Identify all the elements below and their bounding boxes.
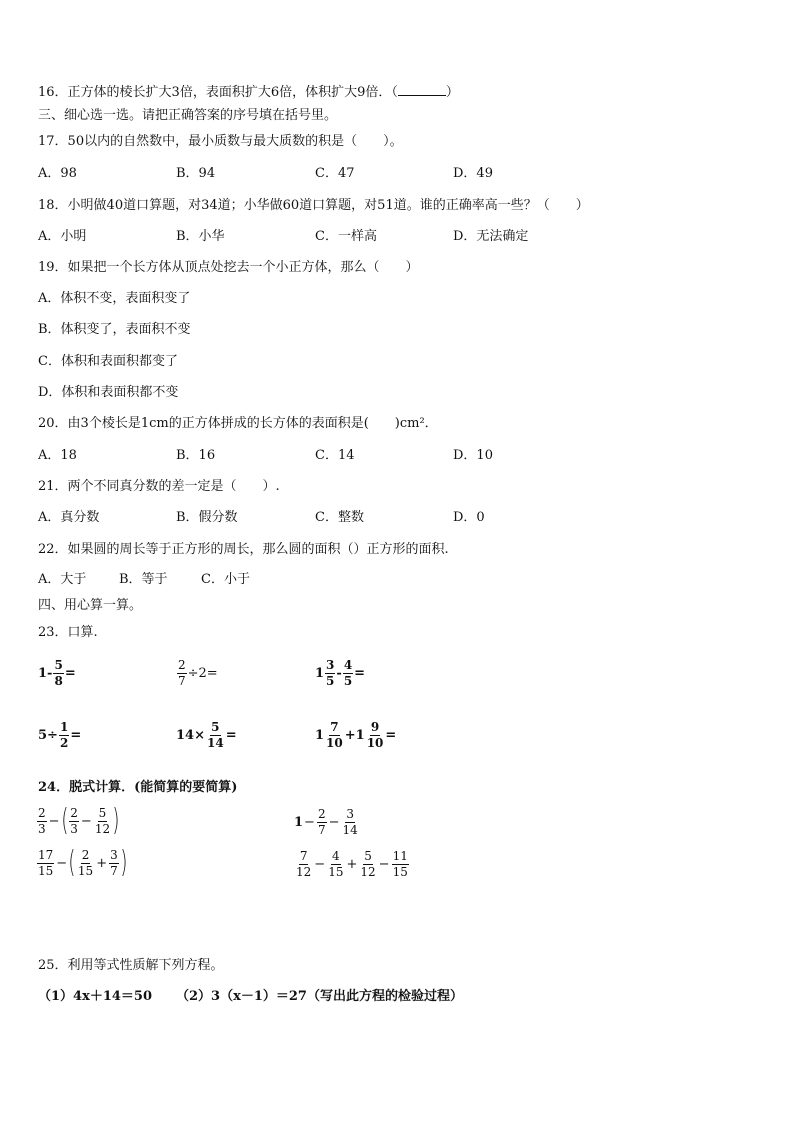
question-16 [38,84,459,101]
q19-option-d[interactable]: D．体积和表面积都不变 [38,385,179,400]
q21-option-c[interactable]: C．整数 [315,510,364,525]
denominator: 3 [70,821,78,836]
denominator: 15 [328,865,344,879]
right-paren: ) [120,845,128,880]
equals-sign: = [70,728,82,743]
denominator: 5 [326,674,335,688]
question-16-text: 16．正方体的棱长扩大3倍，表面积扩大6倍，体积扩大9倍．（ [38,85,398,100]
numerator: 9 [370,720,380,734]
fraction [317,808,327,837]
expr-term: ÷2= [187,666,218,681]
numerator: 5 [54,658,63,672]
oral-calc-3 [315,659,365,688]
q20-option-a[interactable]: A．18 [38,448,77,463]
numerator: 17 [38,847,54,862]
whole-number: 1 [315,728,325,743]
numerator: 7 [299,849,308,863]
q18-option-a[interactable]: A．小明 [38,229,87,244]
q21-option-b[interactable]: B．假分数 [176,510,238,525]
fraction [77,849,94,878]
operator: - [336,666,342,681]
numerator: 1 [59,720,69,734]
section-4-heading: 四、用心算一算。 [38,598,143,613]
fraction [325,721,344,750]
fraction [53,659,63,688]
fraction [37,807,47,836]
q17-option-c[interactable]: C．47 [315,166,355,181]
operator: − [314,857,326,872]
denominator: 7 [178,674,186,688]
step-calc-3 [36,845,128,880]
q22-option-c[interactable]: C．小于 [201,572,250,587]
denominator: 7 [110,863,118,878]
denominator: 15 [392,865,408,879]
denominator: 14 [206,736,224,750]
oral-calc-4 [38,721,81,750]
denominator: 10 [326,736,343,750]
q22-option-b[interactable]: B．等于 [119,572,168,587]
fraction [69,807,79,836]
denominator: 2 [59,736,69,750]
fraction [392,850,409,879]
fraction [37,849,54,878]
q20-option-b[interactable]: B．16 [176,448,216,463]
whole-number: 1 [315,666,325,681]
numerator: 2 [38,805,46,820]
numerator: 7 [330,720,339,734]
right-paren: ) [112,803,120,838]
numerator: 5 [98,805,107,820]
numerator: 5 [211,720,220,734]
numerator: 5 [364,849,372,863]
numerator: 11 [392,849,408,863]
q21-option-d[interactable]: D．0 [453,510,485,525]
operator: − [304,815,315,830]
question-24-title: 24．脱式计算．(能简算的要简算) [38,780,238,795]
expr-term: 5÷ [38,728,58,743]
operator: − [56,855,68,871]
denominator: 5 [343,674,353,688]
fraction [109,849,119,878]
numerator: 2 [317,807,326,821]
fraction [206,721,225,750]
operator: + [96,855,108,871]
q18-option-b[interactable]: B．小华 [176,229,225,244]
q17-option-d[interactable]: D．49 [453,166,493,181]
oral-calc-1 [38,659,76,688]
fraction [359,850,376,879]
q19-option-b[interactable]: B．体积变了，表面积不变 [38,322,191,337]
equals-sign: = [385,728,397,743]
q22-option-a[interactable]: A．大于 [38,572,87,587]
q21-option-a[interactable]: A．真分数 [38,510,100,525]
denominator: 12 [94,821,111,836]
oral-calc-2 [176,659,218,688]
fraction [325,659,335,688]
operator: − [48,813,60,829]
question-25-title: 25．利用等式性质解下列方程。 [38,958,224,973]
expr-term: 14× [176,728,205,743]
fraction [342,808,359,837]
step-calc-4 [294,850,410,879]
numerator: 3 [326,658,335,672]
denominator: 10 [366,736,384,750]
equation-1: （1）4x＋14＝50 [38,989,153,1004]
denominator: 14 [342,823,358,837]
denominator: 12 [296,865,312,879]
question-18-stem: 18．小明做40道口算题，对34道；小华做60道口算题，对51道。谁的正确率高一些？（ ） [38,198,589,213]
fraction [59,721,69,750]
operator: − [80,813,92,829]
left-paren: ( [68,845,76,880]
q20-option-c[interactable]: C．14 [315,448,355,463]
denominator: 12 [360,865,376,879]
denominator: 8 [54,674,63,688]
question-16-end: ） [445,85,459,100]
operator: + [346,857,358,872]
question-21-stem: 21．两个不同真分数的差一定是（ ）. [38,479,280,494]
denominator: 15 [77,863,94,878]
q19-option-c[interactable]: C．体积和表面积都变了 [38,354,178,369]
question-20-stem: 20．由3个棱长是1cm的正方体拼成的长方体的表面积是( )cm²． [38,416,438,431]
question-17-stem: 17．50以内的自然数中，最小质数与最大质数的积是（ ）。 [38,134,403,149]
step-calc-2 [294,808,360,837]
equation-2: （2）3（x－1）＝27（写出此方程的检验过程） [176,989,463,1004]
q19-option-a[interactable]: A．体积不变，表面积变了 [38,291,191,306]
oral-calc-6 [315,721,396,750]
question-19-stem: 19．如果把一个长方体从顶点处挖去一个小正方体，那么（ ） [38,260,419,275]
q18-option-d[interactable]: D．无法确定 [453,229,529,244]
operator: − [328,815,340,830]
fraction [343,659,353,688]
fraction [295,850,312,879]
numerator: 4 [332,849,340,863]
fraction [366,721,385,750]
question-23-title: 23．口算. [38,625,98,640]
question-22-stem: 22．如果圆的周长等于正方形的周长，那么圆的面积（）正方形的面积. [38,542,449,557]
numerator: 3 [110,847,118,862]
numerator: 3 [346,807,354,821]
numerator: 2 [81,847,90,862]
whole-number: 1 [294,815,304,830]
operator: − [378,857,390,872]
expr-term: 1- [38,666,53,681]
q17-option-b[interactable]: B．94 [176,166,216,181]
denominator: 3 [38,821,46,836]
numerator: 4 [343,658,353,672]
equals-sign: = [354,666,366,681]
fraction [177,659,187,688]
fraction [327,850,344,879]
denominator: 7 [317,823,326,837]
operator: +1 [344,728,365,743]
equals-sign: = [225,728,237,743]
left-paren: ( [60,803,68,838]
q17-option-a[interactable]: A．98 [38,166,77,181]
oral-calc-5 [176,721,237,750]
fraction [94,807,111,836]
equals-sign: = [64,666,76,681]
denominator: 15 [38,863,54,878]
numerator: 2 [70,805,78,820]
step-calc-1 [36,803,120,838]
q20-option-d[interactable]: D．10 [453,448,493,463]
answer-blank[interactable] [398,84,446,96]
numerator: 2 [178,658,186,672]
section-3-heading: 三、细心选一选。请把正确答案的序号填在括号里。 [38,108,338,123]
q18-option-c[interactable]: C．一样高 [315,229,377,244]
